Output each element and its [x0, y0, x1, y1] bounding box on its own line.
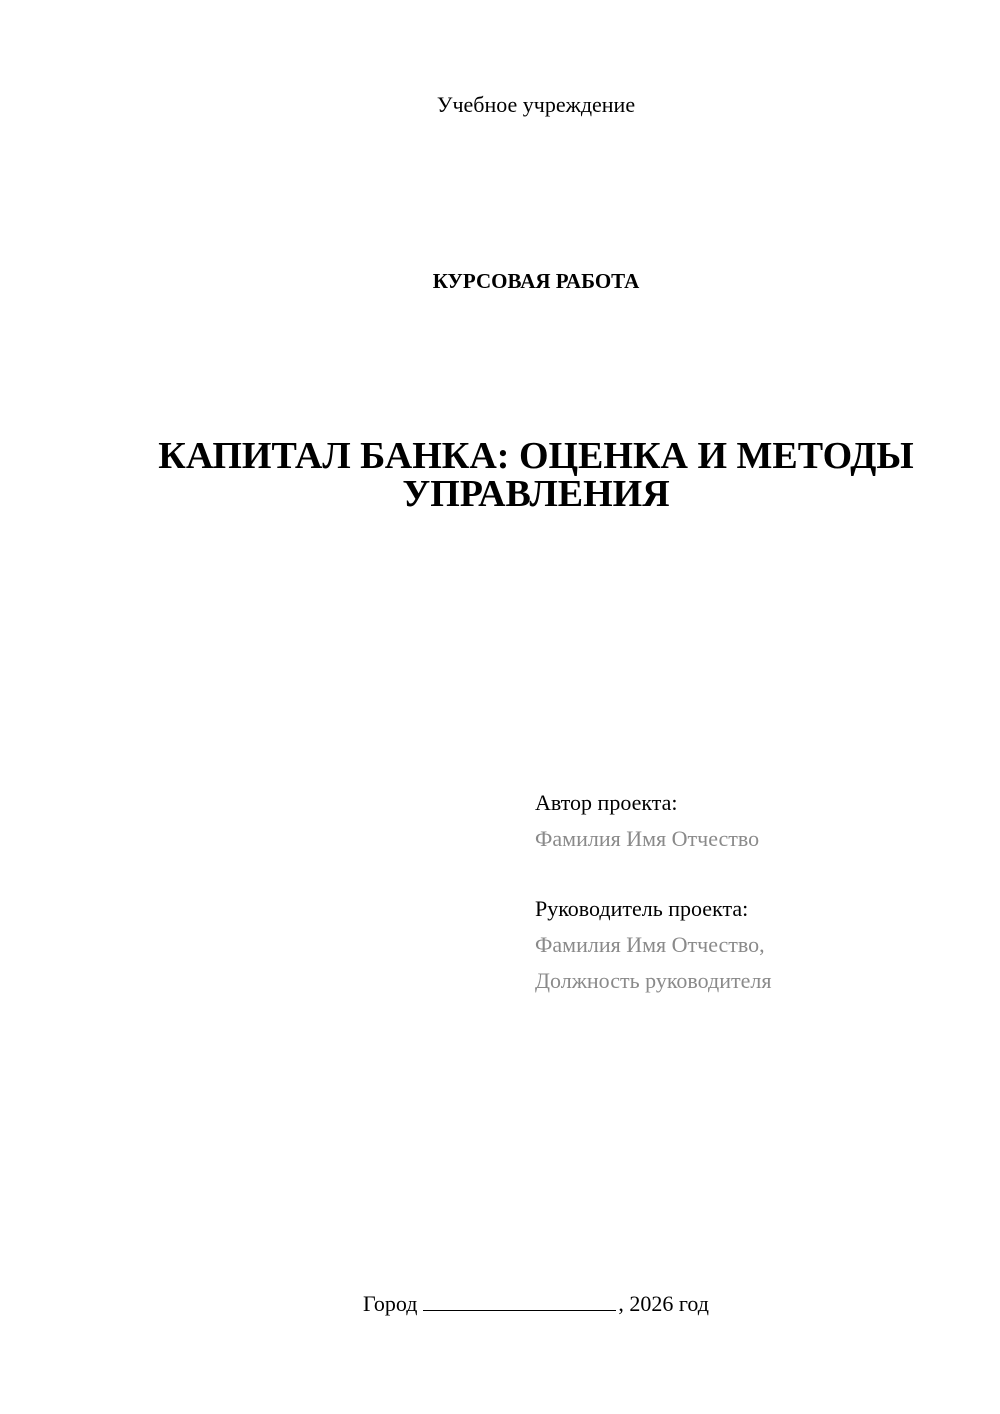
year-text: , 2026 год: [618, 1291, 709, 1316]
supervisor-block: [535, 891, 975, 999]
institution-name: Учебное учреждение: [436, 92, 636, 117]
supervisor-name: Фамилия Имя Отчество,: [535, 932, 765, 957]
author-name: Фамилия Имя Отчество: [535, 826, 760, 851]
supervisor-position: Должность руководителя: [535, 968, 772, 993]
author-block: [535, 785, 975, 857]
document-title-line-1: КАПИТАЛ БАНКА: ОЦЕНКА И МЕТОДЫ: [158, 435, 914, 477]
supervisor-label: Руководитель проекта:: [535, 896, 749, 921]
city-blank-line: [423, 1291, 616, 1311]
city-label: Город: [363, 1291, 418, 1316]
document-title: [0, 437, 1000, 513]
document-title-line-2: УПРАВЛЕНИЯ: [402, 473, 670, 515]
city-year-line: [0, 1290, 1000, 1318]
document-type: КУРСОВАЯ РАБОТА: [432, 269, 640, 293]
author-label: Автор проекта:: [535, 790, 678, 815]
